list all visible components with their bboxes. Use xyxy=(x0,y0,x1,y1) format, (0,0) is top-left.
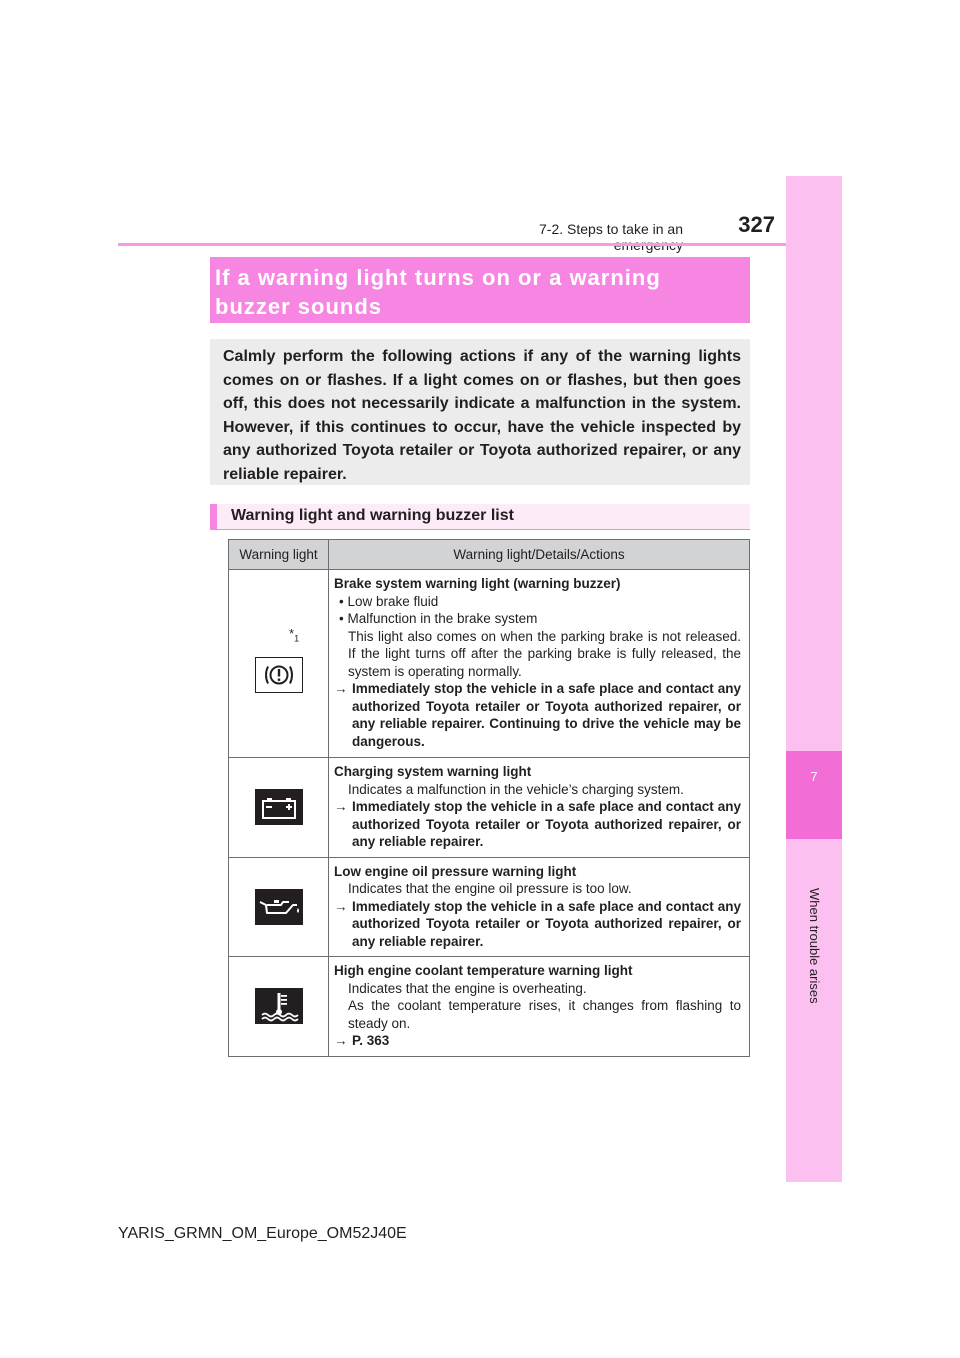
coolant-temperature-icon xyxy=(255,988,303,1024)
subheading-bar xyxy=(210,504,750,530)
chapter-side-tab xyxy=(786,176,842,1182)
header-rule xyxy=(118,243,786,246)
row-details: Indicates that the engine oil pressure is too low. xyxy=(348,881,632,896)
chapter-title: When trouble arises xyxy=(807,888,822,1004)
oil-can-icon xyxy=(255,889,303,925)
footnote-mark: $*_1$ xyxy=(289,626,300,644)
brake-warning-icon xyxy=(255,657,303,693)
details-cell xyxy=(329,857,750,957)
table-row xyxy=(229,957,750,1057)
row-title: Charging system warning light xyxy=(334,764,532,779)
column-header-warning-light: Warning light xyxy=(229,540,329,570)
icon-cell xyxy=(229,957,329,1057)
arrow-icon: → xyxy=(334,898,348,914)
list-item: • Malfunction in the brake system xyxy=(339,611,538,626)
row-title: Low engine oil pressure warning light xyxy=(334,863,577,879)
arrow-icon: → xyxy=(334,799,348,814)
page-title-line-2: buzzer sounds xyxy=(215,294,383,319)
battery-icon xyxy=(255,789,303,825)
column-header-details: Warning light/Details/Actions xyxy=(329,540,750,570)
table-row xyxy=(229,857,750,957)
warning-light-table xyxy=(228,539,750,1057)
row-details: Indicates that the engine is overheating. xyxy=(348,980,587,996)
chapter-number: 7 xyxy=(810,769,818,784)
arrow-icon: → xyxy=(334,681,348,696)
details-cell xyxy=(329,957,750,1057)
row-title: Brake system warning light (warning buzzer) xyxy=(334,576,621,591)
row-action: → Immediately stop the vehicle in a safe place and contact any authorized Toyota retailer or Toyota authorized repairer, or any reliable repairer. xyxy=(334,898,741,949)
intro-text: Calmly perform the following actions if any of the warning lights comes on or flashes. If a light comes on or flashes, but then goes off, this does not necessarily indicate a malfunction in the system. However, if this continues to occur, have the vehicle inspected by any authorized Toyota retailer or Toyota authorized repairer, or any reliable repairer. xyxy=(223,348,741,483)
table-row xyxy=(229,570,750,758)
row-action: → Immediately stop the vehicle in a safe place and contact any authorized Toyota retailer or Toyota authorized repairer, or any reliable repairer. Continuing to drive the vehicle may be dangerous. xyxy=(334,681,741,749)
row-details-2: As the coolant temperature rises, it changes from flashing to steady on. xyxy=(348,998,741,1031)
table-row xyxy=(229,758,750,858)
details-cell xyxy=(329,570,750,758)
chapter-side-tab-active[interactable] xyxy=(786,751,842,839)
list-item: • Low brake fluid xyxy=(339,593,439,609)
details-cell xyxy=(329,758,750,858)
icon-cell xyxy=(229,857,329,957)
row-title: High engine coolant temperature warning light xyxy=(334,963,633,978)
page-title-line-1: If a warning light turns on or a warning xyxy=(215,265,661,290)
document-code-footer: YARIS_GRMN_OM_Europe_OM52J40E xyxy=(118,1225,407,1242)
row-action: → Immediately stop the vehicle in a safe place and contact any authorized Toyota retailer or Toyota authorized repairer, or any reliable repairer. xyxy=(334,799,741,849)
page-reference-link[interactable]: → P. 363 xyxy=(334,1033,390,1048)
intro-box xyxy=(210,339,750,485)
row-details: This light also comes on when the parking brake is not released. If the light turns off after the parking brake is fully released, the system is operating normally. xyxy=(348,628,741,679)
subheading: Warning light and warning buzzer list xyxy=(231,507,514,524)
table-header-row xyxy=(229,540,750,570)
arrow-icon: → xyxy=(334,1033,348,1048)
page-title-banner xyxy=(210,257,750,323)
section-name: 7-2. Steps to take in an xyxy=(539,221,683,237)
icon-cell xyxy=(229,758,329,858)
icon-cell xyxy=(229,570,329,758)
row-details: Indicates a malfunction in the vehicle’s charging system. xyxy=(348,781,684,797)
page-number: 327 xyxy=(738,212,775,237)
